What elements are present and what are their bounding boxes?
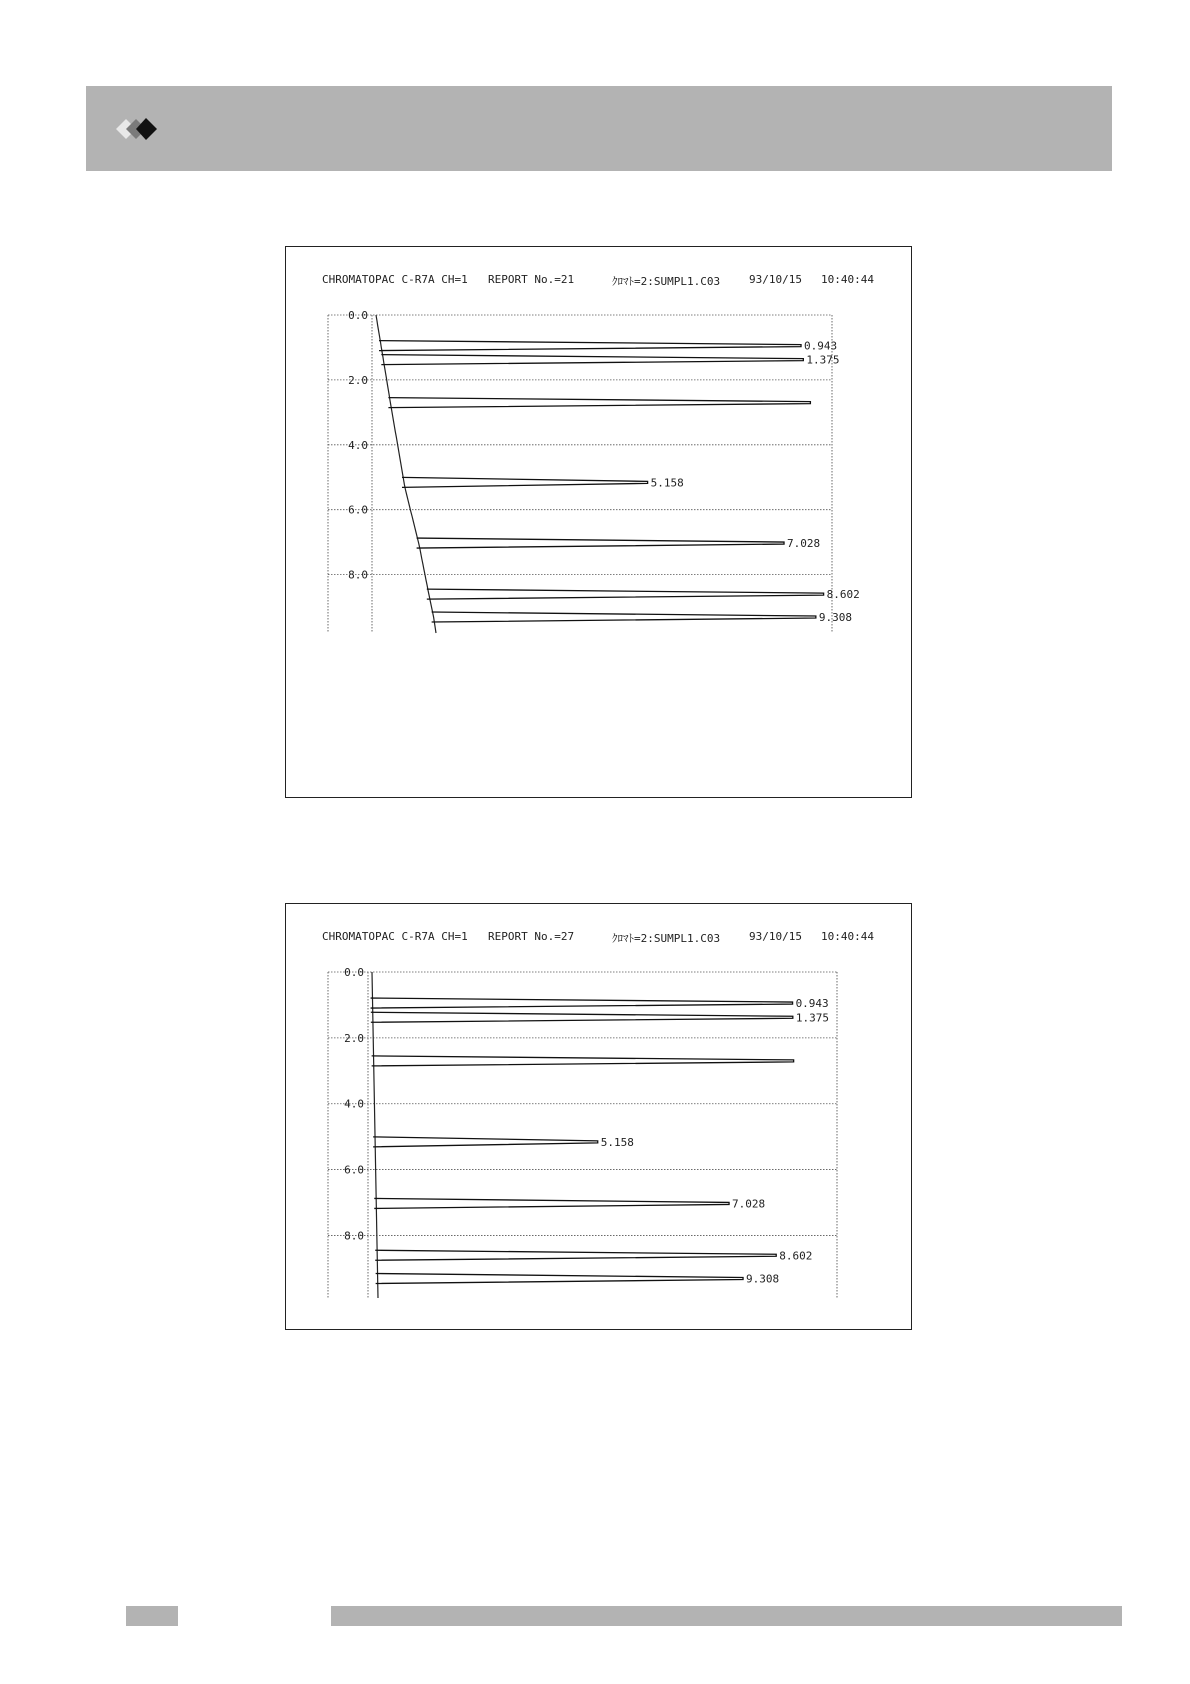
peak-retention-label: 1.375 [806, 353, 840, 367]
peak-retention-label: 9.308 [746, 1272, 780, 1286]
peak-mark [381, 355, 803, 365]
baseline-trace [376, 315, 436, 633]
report-time: 10:40:44 [821, 930, 874, 943]
footer-page-tab [126, 1606, 178, 1626]
peak-retention-label: 7.028 [732, 1197, 766, 1211]
peak-retention-label: 9.308 [818, 611, 852, 625]
double-diamond-arrow-icon [104, 114, 164, 144]
axis-tick-label: 2.0 [344, 1031, 364, 1045]
axis-tick-label: 6.0 [344, 1163, 364, 1177]
report-time: 10:40:44 [821, 273, 874, 286]
peak-retention-label: 1.375 [795, 1011, 829, 1025]
peak-mark [388, 398, 810, 408]
peak-retention-label: 5.158 [600, 1135, 634, 1149]
header-bar [86, 86, 1112, 171]
peak-retention-label: 8.602 [779, 1249, 813, 1263]
axis-tick-label: 0.0 [344, 966, 364, 979]
peak-retention-label: 8.602 [826, 588, 860, 602]
report-date: 93/10/15 [749, 930, 802, 943]
baseline-trace [372, 972, 378, 1298]
report-date: 93/10/15 [749, 273, 802, 286]
axis-tick-label: 4.0 [344, 1097, 364, 1111]
peak-retention-label: 0.943 [795, 997, 829, 1011]
peak-mark [432, 612, 816, 622]
peak-mark [375, 1250, 776, 1260]
report-model: CHROMATOPAC C-R7A CH=1 [322, 930, 468, 943]
peak-mark [371, 1012, 793, 1022]
peak-retention-label: 0.943 [804, 339, 838, 353]
axis-tick-label: 4.0 [348, 438, 368, 452]
report-model: CHROMATOPAC C-R7A CH=1 [322, 273, 468, 286]
footer-bar [331, 1606, 1122, 1626]
chromatogram-figure-2 [285, 903, 912, 1330]
axis-tick-label: 2.0 [348, 373, 368, 387]
peak-retention-label: 5.158 [650, 476, 684, 490]
chromatogram-2 [286, 904, 913, 1331]
peak-mark [379, 341, 801, 351]
axis-tick-label: 8.0 [344, 1229, 364, 1243]
peak-mark [374, 1198, 729, 1208]
report-number: REPORT No.=21 [488, 273, 575, 286]
report-file: ｸﾛﾏﾄ=2:SUMPL1.C03 [612, 932, 721, 945]
chromatogram-figure-1 [285, 246, 912, 798]
peak-mark [427, 589, 824, 599]
report-number: REPORT No.=27 [488, 930, 575, 943]
axis-tick-label: 8.0 [348, 568, 368, 582]
peak-retention-label: 7.028 [787, 537, 821, 551]
peak-mark [372, 1056, 794, 1066]
axis-tick-label: 6.0 [348, 503, 368, 517]
peak-mark [376, 1274, 743, 1284]
peak-mark [417, 538, 784, 548]
peak-mark [371, 998, 793, 1008]
chromatogram-1 [286, 247, 913, 799]
axis-tick-label: 0.0 [348, 309, 368, 322]
peak-mark [402, 477, 648, 487]
report-file: ｸﾛﾏﾄ=2:SUMPL1.C03 [612, 275, 721, 288]
peak-mark [373, 1137, 598, 1147]
